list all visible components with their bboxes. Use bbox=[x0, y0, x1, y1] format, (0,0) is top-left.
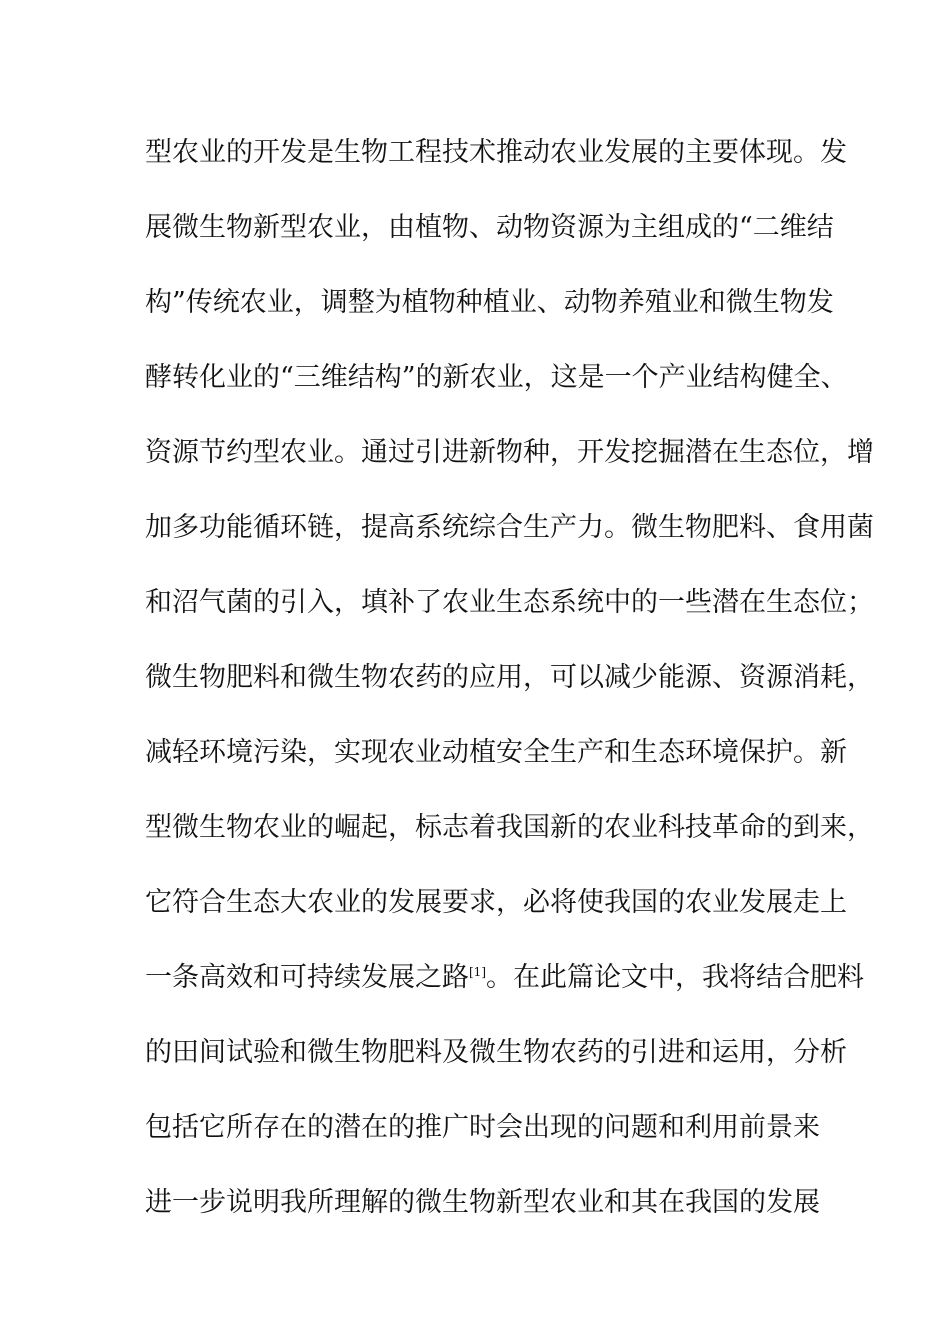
text-line-9: 减轻环境污染，实现农业动植安全生产和生态环境保护。新 bbox=[145, 737, 847, 768]
text-line-8: 微生物肥料和微生物农药的应用，可以减少能源、资源消耗， bbox=[145, 662, 874, 693]
text-line-12-before: 一条高效和可持续发展之路 bbox=[145, 962, 469, 993]
text-line-5: 资源节约型农业。通过引进新物种，开发挖掘潜在生态位，增 bbox=[145, 437, 874, 468]
text-line-12 bbox=[145, 948, 864, 1023]
text-line-2: 展微生物新型农业，由植物、动物资源为主组成的“二维结 bbox=[145, 212, 834, 243]
text-line-4: 酵转化业的“三维结构”的新农业，这是一个产业结构健全、 bbox=[145, 362, 848, 393]
body-text bbox=[145, 123, 874, 1248]
text-line-3: 构”传统农业，调整为植物种植业、动物养殖业和微生物发 bbox=[145, 287, 834, 318]
text-line-13: 的田间试验和微生物肥料及微生物农药的引进和运用，分析 bbox=[145, 1037, 847, 1068]
text-line-15: 进一步说明我所理解的微生物新型农业和其在我国的发展 bbox=[145, 1187, 820, 1218]
text-line-1: 型农业的开发是生物工程技术推动农业发展的主要体现。发 bbox=[145, 137, 847, 168]
citation-reference: [1] bbox=[469, 965, 486, 979]
text-line-14: 包括它所存在的潜在的推广时会出现的问题和利用前景来 bbox=[145, 1112, 820, 1143]
text-line-6: 加多功能循环链，提高系统综合生产力。微生物肥料、食用菌 bbox=[145, 512, 874, 543]
text-line-12-after: 。在此篇论文中，我将结合肥料 bbox=[486, 962, 864, 993]
text-line-7: 和沼气菌的引入，填补了农业生态系统中的一些潜在生态位； bbox=[145, 587, 874, 618]
text-line-11: 它符合生态大农业的发展要求，必将使我国的农业发展走上 bbox=[145, 887, 847, 918]
text-line-10: 型微生物农业的崛起，标志着我国新的农业科技革命的到来， bbox=[145, 812, 874, 843]
